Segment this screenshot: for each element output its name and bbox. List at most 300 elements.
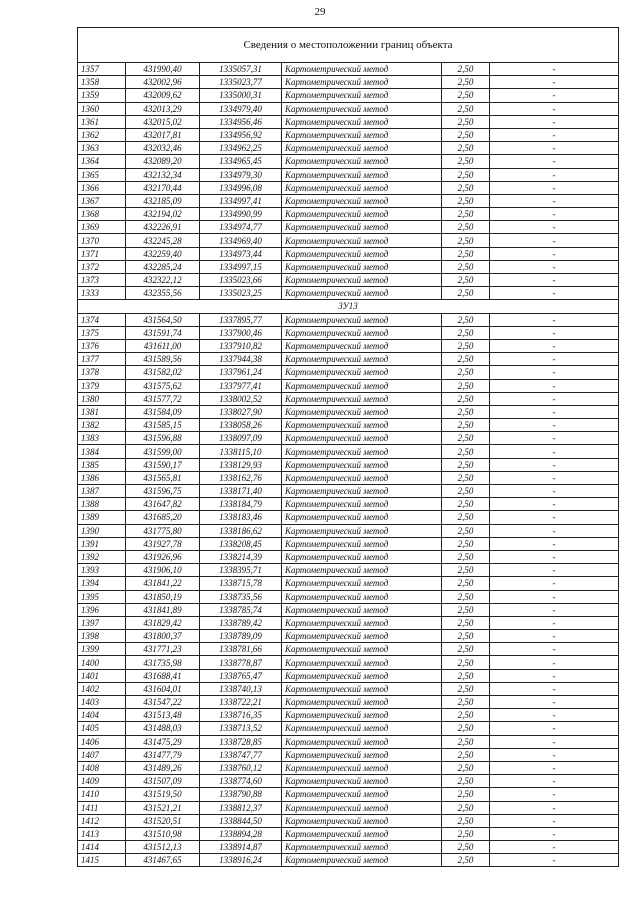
table-row xyxy=(78,537,619,550)
coord-x-cell: 431488,03 xyxy=(126,722,200,735)
coord-y-cell: 1338789,09 xyxy=(200,630,282,643)
description-cell: - xyxy=(490,814,619,827)
point-number-cell: 1410 xyxy=(78,788,126,801)
method-cell: Картометрический метод xyxy=(282,682,442,695)
point-number-cell: 1385 xyxy=(78,458,126,471)
precision-cell: 2,50 xyxy=(442,564,490,577)
description-cell: - xyxy=(490,550,619,563)
point-number-cell: 1393 xyxy=(78,564,126,577)
method-cell: Картометрический метод xyxy=(282,366,442,379)
point-number-cell: 1406 xyxy=(78,735,126,748)
coord-y-cell: 1337961,24 xyxy=(200,366,282,379)
description-cell: - xyxy=(490,841,619,854)
description-cell: - xyxy=(490,260,619,273)
coord-x-cell: 431477,79 xyxy=(126,748,200,761)
precision-cell: 2,50 xyxy=(442,603,490,616)
point-number-cell: 1368 xyxy=(78,208,126,221)
precision-cell: 2,50 xyxy=(442,669,490,682)
table-row xyxy=(78,603,619,616)
coord-x-cell: 431510,98 xyxy=(126,827,200,840)
boundary-table xyxy=(77,27,619,867)
description-cell: - xyxy=(490,761,619,774)
coord-y-cell: 1338789,42 xyxy=(200,616,282,629)
description-cell: - xyxy=(490,313,619,326)
method-cell: Картометрический метод xyxy=(282,339,442,352)
coord-y-cell: 1334962,25 xyxy=(200,142,282,155)
precision-cell: 2,50 xyxy=(442,353,490,366)
description-cell: - xyxy=(490,498,619,511)
method-cell: Картометрический метод xyxy=(282,247,442,260)
description-cell: - xyxy=(490,616,619,629)
method-cell: Картометрический метод xyxy=(282,709,442,722)
precision-cell: 2,50 xyxy=(442,841,490,854)
method-cell: Картометрический метод xyxy=(282,168,442,181)
coord-x-cell: 431926,96 xyxy=(126,550,200,563)
coord-x-cell: 432355,56 xyxy=(126,287,200,300)
coord-x-cell: 431596,88 xyxy=(126,432,200,445)
method-cell: Картометрический метод xyxy=(282,445,442,458)
method-cell: Картометрический метод xyxy=(282,155,442,168)
table-row xyxy=(78,63,619,76)
table-row xyxy=(78,76,619,89)
point-number-cell: 1386 xyxy=(78,471,126,484)
method-cell: Картометрический метод xyxy=(282,643,442,656)
table-row xyxy=(78,682,619,695)
table-row xyxy=(78,656,619,669)
point-number-cell: 1372 xyxy=(78,260,126,273)
table-row xyxy=(78,89,619,102)
coord-x-cell: 431521,21 xyxy=(126,801,200,814)
description-cell: - xyxy=(490,669,619,682)
description-cell: - xyxy=(490,577,619,590)
description-cell: - xyxy=(490,801,619,814)
description-cell: - xyxy=(490,748,619,761)
coord-y-cell: 1338184,79 xyxy=(200,498,282,511)
coord-y-cell: 1335023,77 xyxy=(200,76,282,89)
point-number-cell: 1365 xyxy=(78,168,126,181)
description-cell: - xyxy=(490,115,619,128)
coord-x-cell: 432013,29 xyxy=(126,102,200,115)
description-cell: - xyxy=(490,471,619,484)
precision-cell: 2,50 xyxy=(442,247,490,260)
precision-cell: 2,50 xyxy=(442,471,490,484)
precision-cell: 2,50 xyxy=(442,260,490,273)
method-cell: Картометрический метод xyxy=(282,326,442,339)
table-row xyxy=(78,709,619,722)
coord-x-cell: 432132,34 xyxy=(126,168,200,181)
coord-x-cell: 431584,09 xyxy=(126,405,200,418)
coord-x-cell: 431604,01 xyxy=(126,682,200,695)
precision-cell: 2,50 xyxy=(442,788,490,801)
coord-y-cell: 1338914,87 xyxy=(200,841,282,854)
precision-cell: 2,50 xyxy=(442,630,490,643)
coord-x-cell: 431520,51 xyxy=(126,814,200,827)
point-number-cell: 1374 xyxy=(78,313,126,326)
point-number-cell: 1403 xyxy=(78,696,126,709)
point-number-cell: 1395 xyxy=(78,590,126,603)
point-number-cell: 1367 xyxy=(78,194,126,207)
method-cell: Картометрический метод xyxy=(282,405,442,418)
table-row xyxy=(78,247,619,260)
coord-y-cell: 1338722,21 xyxy=(200,696,282,709)
table-row xyxy=(78,432,619,445)
table-row xyxy=(78,854,619,867)
table-row xyxy=(78,564,619,577)
coord-y-cell: 1334973,44 xyxy=(200,247,282,260)
table-row xyxy=(78,142,619,155)
precision-cell: 2,50 xyxy=(442,234,490,247)
method-cell: Картометрический метод xyxy=(282,537,442,550)
table-row xyxy=(78,260,619,273)
coord-x-cell: 431507,09 xyxy=(126,775,200,788)
method-cell: Картометрический метод xyxy=(282,656,442,669)
method-cell: Картометрический метод xyxy=(282,287,442,300)
coord-x-cell: 431771,23 xyxy=(126,643,200,656)
coord-y-cell: 1337895,77 xyxy=(200,313,282,326)
description-cell: - xyxy=(490,827,619,840)
description-cell: - xyxy=(490,194,619,207)
precision-cell: 2,50 xyxy=(442,432,490,445)
description-cell: - xyxy=(490,656,619,669)
coord-y-cell: 1334997,41 xyxy=(200,194,282,207)
precision-cell: 2,50 xyxy=(442,339,490,352)
coord-y-cell: 1338735,56 xyxy=(200,590,282,603)
coord-y-cell: 1338027,90 xyxy=(200,405,282,418)
table-row xyxy=(78,366,619,379)
precision-cell: 2,50 xyxy=(442,76,490,89)
precision-cell: 2,50 xyxy=(442,511,490,524)
description-cell: - xyxy=(490,63,619,76)
point-number-cell: 1407 xyxy=(78,748,126,761)
point-number-cell: 1415 xyxy=(78,854,126,867)
description-cell: - xyxy=(490,366,619,379)
description-cell: - xyxy=(490,445,619,458)
point-number-cell: 1371 xyxy=(78,247,126,260)
coord-y-cell: 1335023,66 xyxy=(200,274,282,287)
coord-y-cell: 1334969,40 xyxy=(200,234,282,247)
coord-x-cell: 431590,17 xyxy=(126,458,200,471)
point-number-cell: 1383 xyxy=(78,432,126,445)
precision-cell: 2,50 xyxy=(442,485,490,498)
description-cell: - xyxy=(490,524,619,537)
coord-x-cell: 431591,74 xyxy=(126,326,200,339)
method-cell: Картометрический метод xyxy=(282,142,442,155)
method-cell: Картометрический метод xyxy=(282,102,442,115)
point-number-cell: 1396 xyxy=(78,603,126,616)
description-cell: - xyxy=(490,485,619,498)
coord-x-cell: 432245,28 xyxy=(126,234,200,247)
table-row xyxy=(78,748,619,761)
table-row xyxy=(78,590,619,603)
coord-x-cell: 432185,09 xyxy=(126,194,200,207)
point-number-cell: 1362 xyxy=(78,128,126,141)
description-cell: - xyxy=(490,155,619,168)
precision-cell: 2,50 xyxy=(442,142,490,155)
precision-cell: 2,50 xyxy=(442,748,490,761)
point-number-cell: 1405 xyxy=(78,722,126,735)
coord-x-cell: 431575,62 xyxy=(126,379,200,392)
method-cell: Картометрический метод xyxy=(282,761,442,774)
method-cell: Картометрический метод xyxy=(282,577,442,590)
description-cell: - xyxy=(490,287,619,300)
table-row xyxy=(78,353,619,366)
method-cell: Картометрический метод xyxy=(282,669,442,682)
point-number-cell: 1382 xyxy=(78,419,126,432)
point-number-cell: 1360 xyxy=(78,102,126,115)
description-cell: - xyxy=(490,234,619,247)
precision-cell: 2,50 xyxy=(442,419,490,432)
coord-x-cell: 431850,19 xyxy=(126,590,200,603)
method-cell: Картометрический метод xyxy=(282,234,442,247)
coord-y-cell: 1338790,88 xyxy=(200,788,282,801)
description-cell: - xyxy=(490,854,619,867)
table-row xyxy=(78,801,619,814)
precision-cell: 2,50 xyxy=(442,801,490,814)
description-cell: - xyxy=(490,643,619,656)
table-row xyxy=(78,471,619,484)
description-cell: - xyxy=(490,339,619,352)
table-row xyxy=(78,155,619,168)
precision-cell: 2,50 xyxy=(442,696,490,709)
description-cell: - xyxy=(490,788,619,801)
table-row xyxy=(78,643,619,656)
description-cell: - xyxy=(490,142,619,155)
precision-cell: 2,50 xyxy=(442,313,490,326)
description-cell: - xyxy=(490,102,619,115)
point-number-cell: 1413 xyxy=(78,827,126,840)
table-row xyxy=(78,498,619,511)
point-number-cell: 1361 xyxy=(78,115,126,128)
description-cell: - xyxy=(490,709,619,722)
precision-cell: 2,50 xyxy=(442,221,490,234)
coord-y-cell: 1338002,52 xyxy=(200,392,282,405)
table-row xyxy=(78,194,619,207)
precision-cell: 2,50 xyxy=(442,287,490,300)
point-number-cell: 1380 xyxy=(78,392,126,405)
precision-cell: 2,50 xyxy=(442,550,490,563)
description-cell: - xyxy=(490,392,619,405)
coord-x-cell: 431841,89 xyxy=(126,603,200,616)
precision-cell: 2,50 xyxy=(442,590,490,603)
table-row xyxy=(78,115,619,128)
coord-x-cell: 431775,80 xyxy=(126,524,200,537)
precision-cell: 2,50 xyxy=(442,709,490,722)
coord-y-cell: 1338785,74 xyxy=(200,603,282,616)
coord-y-cell: 1338214,39 xyxy=(200,550,282,563)
precision-cell: 2,50 xyxy=(442,194,490,207)
precision-cell: 2,50 xyxy=(442,616,490,629)
precision-cell: 2,50 xyxy=(442,643,490,656)
description-cell: - xyxy=(490,432,619,445)
description-cell: - xyxy=(490,722,619,735)
precision-cell: 2,50 xyxy=(442,656,490,669)
precision-cell: 2,50 xyxy=(442,854,490,867)
table-row xyxy=(78,379,619,392)
coord-y-cell: 1337944,38 xyxy=(200,353,282,366)
description-cell: - xyxy=(490,511,619,524)
method-cell: Картометрический метод xyxy=(282,788,442,801)
table-row xyxy=(78,630,619,643)
precision-cell: 2,50 xyxy=(442,89,490,102)
point-number-cell: 1369 xyxy=(78,221,126,234)
coord-x-cell: 431906,10 xyxy=(126,564,200,577)
precision-cell: 2,50 xyxy=(442,735,490,748)
method-cell: Картометрический метод xyxy=(282,630,442,643)
table-row xyxy=(78,458,619,471)
method-cell: Картометрический метод xyxy=(282,63,442,76)
coord-y-cell: 1338395,71 xyxy=(200,564,282,577)
method-cell: Картометрический метод xyxy=(282,353,442,366)
table-row xyxy=(78,274,619,287)
method-cell: Картометрический метод xyxy=(282,854,442,867)
coord-y-cell: 1338097,09 xyxy=(200,432,282,445)
coord-y-cell: 1338171,40 xyxy=(200,485,282,498)
point-number-cell: 1398 xyxy=(78,630,126,643)
coord-x-cell: 432259,40 xyxy=(126,247,200,260)
coord-y-cell: 1338760,12 xyxy=(200,761,282,774)
coord-y-cell: 1337977,41 xyxy=(200,379,282,392)
point-number-cell: 1399 xyxy=(78,643,126,656)
method-cell: Картометрический метод xyxy=(282,89,442,102)
table-row xyxy=(78,102,619,115)
point-number-cell: 1409 xyxy=(78,775,126,788)
method-cell: Картометрический метод xyxy=(282,260,442,273)
method-cell: Картометрический метод xyxy=(282,76,442,89)
precision-cell: 2,50 xyxy=(442,682,490,695)
method-cell: Картометрический метод xyxy=(282,616,442,629)
description-cell: - xyxy=(490,128,619,141)
precision-cell: 2,50 xyxy=(442,722,490,735)
coord-y-cell: 1338183,46 xyxy=(200,511,282,524)
coord-x-cell: 431577,72 xyxy=(126,392,200,405)
method-cell: Картометрический метод xyxy=(282,181,442,194)
coord-x-cell: 432226,91 xyxy=(126,221,200,234)
method-cell: Картометрический метод xyxy=(282,379,442,392)
description-cell: - xyxy=(490,379,619,392)
coord-x-cell: 431547,22 xyxy=(126,696,200,709)
coord-x-cell: 431647,82 xyxy=(126,498,200,511)
table-row xyxy=(78,128,619,141)
coord-y-cell: 1338778,87 xyxy=(200,656,282,669)
coord-y-cell: 1338716,35 xyxy=(200,709,282,722)
description-cell: - xyxy=(490,458,619,471)
point-number-cell: 1392 xyxy=(78,550,126,563)
point-number-cell: 1373 xyxy=(78,274,126,287)
coord-x-cell: 431565,81 xyxy=(126,471,200,484)
coord-y-cell: 1334965,45 xyxy=(200,155,282,168)
coord-y-cell: 1338916,24 xyxy=(200,854,282,867)
coord-x-cell: 431611,00 xyxy=(126,339,200,352)
table-row xyxy=(78,722,619,735)
method-cell: Картометрический метод xyxy=(282,603,442,616)
precision-cell: 2,50 xyxy=(442,115,490,128)
coord-x-cell: 431735,98 xyxy=(126,656,200,669)
table-row xyxy=(78,326,619,339)
coord-x-cell: 431688,41 xyxy=(126,669,200,682)
description-cell: - xyxy=(490,419,619,432)
point-number-cell: 1376 xyxy=(78,339,126,352)
table-row xyxy=(78,392,619,405)
method-cell: Картометрический метод xyxy=(282,564,442,577)
point-number-cell: 1364 xyxy=(78,155,126,168)
coord-x-cell: 431475,29 xyxy=(126,735,200,748)
method-cell: Картометрический метод xyxy=(282,274,442,287)
table-row xyxy=(78,550,619,563)
point-number-cell: 1389 xyxy=(78,511,126,524)
coord-y-cell: 1335023,25 xyxy=(200,287,282,300)
precision-cell: 2,50 xyxy=(442,392,490,405)
coord-y-cell: 1338894,28 xyxy=(200,827,282,840)
coord-y-cell: 1338728,85 xyxy=(200,735,282,748)
point-number-cell: 1381 xyxy=(78,405,126,418)
coord-x-cell: 431519,50 xyxy=(126,788,200,801)
coord-x-cell: 431585,15 xyxy=(126,419,200,432)
table-row xyxy=(78,827,619,840)
precision-cell: 2,50 xyxy=(442,63,490,76)
table-row xyxy=(78,775,619,788)
section-row xyxy=(78,300,619,313)
point-number-cell: 1400 xyxy=(78,656,126,669)
point-number-cell: 1387 xyxy=(78,485,126,498)
table-row xyxy=(78,168,619,181)
table-title: Сведения о местоположении границ объекта xyxy=(78,28,619,63)
point-number-cell: 1388 xyxy=(78,498,126,511)
coord-y-cell: 1338208,45 xyxy=(200,537,282,550)
coord-y-cell: 1338765,47 xyxy=(200,669,282,682)
coord-y-cell: 1338747,77 xyxy=(200,748,282,761)
precision-cell: 2,50 xyxy=(442,208,490,221)
coord-y-cell: 1338162,76 xyxy=(200,471,282,484)
precision-cell: 2,50 xyxy=(442,814,490,827)
table-row xyxy=(78,735,619,748)
precision-cell: 2,50 xyxy=(442,366,490,379)
table-row xyxy=(78,313,619,326)
point-number-cell: 1394 xyxy=(78,577,126,590)
precision-cell: 2,50 xyxy=(442,128,490,141)
table-header-row xyxy=(78,28,619,63)
coord-x-cell: 431927,78 xyxy=(126,537,200,550)
method-cell: Картометрический метод xyxy=(282,550,442,563)
description-cell: - xyxy=(490,696,619,709)
coord-y-cell: 1338844,50 xyxy=(200,814,282,827)
method-cell: Картометрический метод xyxy=(282,313,442,326)
coord-y-cell: 1338774,60 xyxy=(200,775,282,788)
coord-y-cell: 1334979,40 xyxy=(200,102,282,115)
coord-x-cell: 431800,37 xyxy=(126,630,200,643)
coord-x-cell: 432170,44 xyxy=(126,181,200,194)
coord-x-cell: 431599,00 xyxy=(126,445,200,458)
table-row xyxy=(78,181,619,194)
method-cell: Картометрический метод xyxy=(282,471,442,484)
table-row xyxy=(78,419,619,432)
point-number-cell: 1391 xyxy=(78,537,126,550)
description-cell: - xyxy=(490,274,619,287)
point-number-cell: 1333 xyxy=(78,287,126,300)
point-number-cell: 1412 xyxy=(78,814,126,827)
coord-x-cell: 431829,42 xyxy=(126,616,200,629)
table-row xyxy=(78,841,619,854)
method-cell: Картометрический метод xyxy=(282,511,442,524)
point-number-cell: 1357 xyxy=(78,63,126,76)
coord-y-cell: 1334979,30 xyxy=(200,168,282,181)
coord-y-cell: 1338129,93 xyxy=(200,458,282,471)
precision-cell: 2,50 xyxy=(442,326,490,339)
table-row xyxy=(78,485,619,498)
precision-cell: 2,50 xyxy=(442,445,490,458)
description-cell: - xyxy=(490,89,619,102)
coord-x-cell: 432015,02 xyxy=(126,115,200,128)
description-cell: - xyxy=(490,76,619,89)
